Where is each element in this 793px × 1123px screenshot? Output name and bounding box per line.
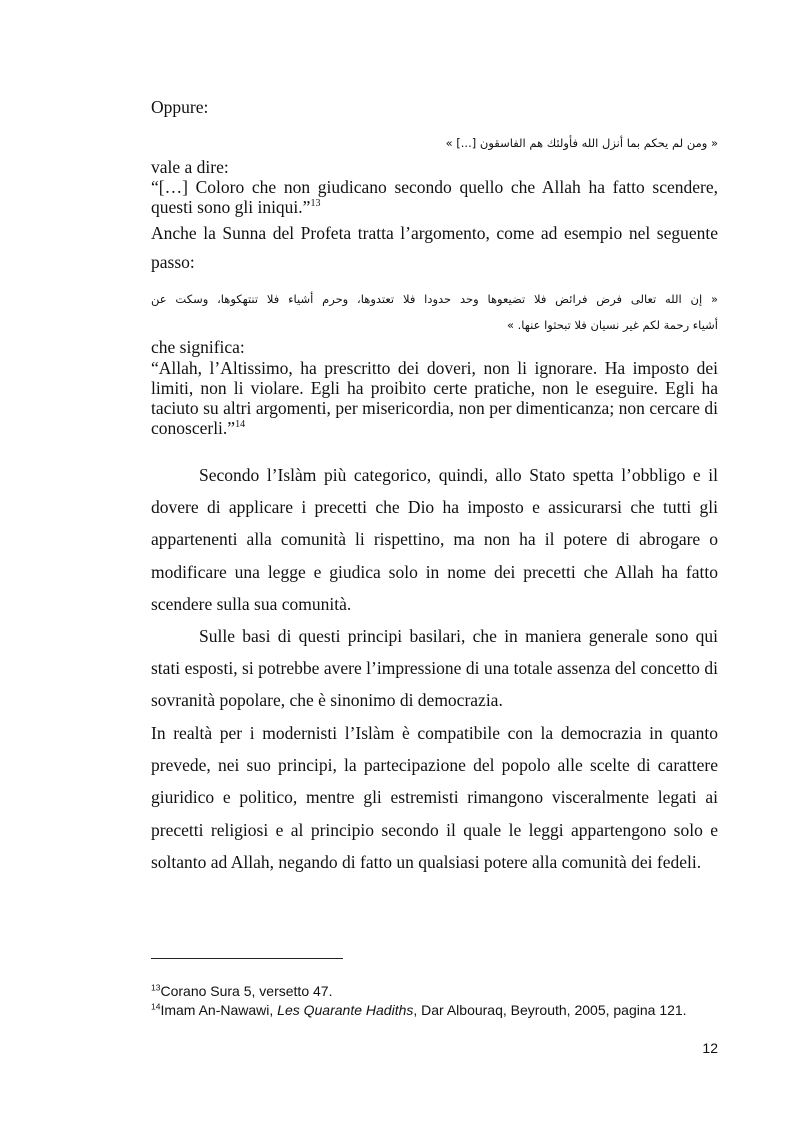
paragraph-modernists: In realtà per i modernisti l’Islàm è compatibile con la democrazia in quanto prevede, nei suo principi, la partecipazione del popolo alle scelte di carattere giuridico e politico, mentre gli estremisti rimangono visceralmente legati ai precetti religiosi e al principio secondo il quale le leggi appartengono solo e soltanto ad Allah, negando di fatto un qualsiasi potere alla comunità dei fedeli. — [151, 723, 718, 872]
footnote-14 — [151, 1001, 751, 1019]
quran-quote-translation — [151, 177, 718, 217]
footnote-13-text: Corano Sura 5, versetto 47. — [160, 983, 333, 999]
che-significa-label: che significa: — [151, 337, 245, 357]
hadith-quote-arabic-line-1: « إن الله تعالى فرض فرائض فلا تضيعوها وحد حدودا فلا تعتدوها، وحرم أشياء فلا تنتهكوها، وسكت عن — [151, 292, 718, 306]
hadith-quote-arabic — [151, 286, 718, 338]
footnote-ref-13: 13 — [310, 198, 321, 210]
oppure-label: Oppure: — [151, 97, 209, 117]
footnote-14-book-title: Les Quarante Hadiths — [277, 1002, 414, 1018]
footnote-separator — [151, 958, 343, 959]
footnote-13 — [151, 982, 751, 1000]
hadith-quote-translation-text: “Allah, l’Altissimo, ha prescritto dei doveri, non li ignorare. Ha imposto dei limiti, non li violare. Egli ha proibito certe pratiche, non le eseguire. Egli ha taciuto su altri argomenti, per misericordia, non per dimenticanza; non cercare di conoscerli.” — [151, 358, 718, 438]
footnote-14-text-before: Imam An-Nawawi, — [160, 1002, 278, 1018]
footnote-14-text-after: , Dar Albouraq, Beyrouth, 2005, pagina 121. — [413, 1002, 687, 1018]
page-number: 12 — [702, 1040, 718, 1056]
footnote-13-number: 13 — [151, 982, 161, 993]
paragraph-basic-principles: Sulle basi di questi principi basilari, che in maniera generale sono qui stati esposti, si potrebbe avere l’impressione di una totale assenza del concetto di sovranità popolare, che è sinonimo di democrazia. — [151, 626, 718, 711]
footnote-14-number: 14 — [151, 1001, 161, 1012]
footnote-ref-14: 14 — [235, 419, 246, 431]
hadith-quote-translation — [151, 358, 718, 438]
sunna-intro: Anche la Sunna del Profeta tratta l’argomento, come ad esempio nel seguente passo: — [151, 223, 718, 272]
quran-quote-translation-text: “[…] Coloro che non giudicano secondo quello che Allah ha fatto scendere, questi sono gli iniqui.” — [151, 177, 718, 217]
vale-a-dire-label: vale a dire: — [151, 157, 229, 177]
paragraph-islam-state: Secondo l’Islàm più categorico, quindi, allo Stato spetta l’obbligo e il dovere di applicare i precetti che Dio ha imposto e assicurarsi che tutti gli appartenenti alla comunità li rispettino, ma non ha il potere di abrogare o modificare una legge e giudica solo in nome dei precetti che Allah ha fatto scendere sulla sua comunità. — [151, 465, 718, 614]
hadith-quote-arabic-line-2: أشياء رحمة لكم غير نسيان فلا تبحثوا عنها. » — [506, 318, 718, 332]
quran-quote-arabic: « ومن لم يحكم بما أنزل الله فأولئك هم الفاسقون [...] » — [445, 136, 718, 150]
